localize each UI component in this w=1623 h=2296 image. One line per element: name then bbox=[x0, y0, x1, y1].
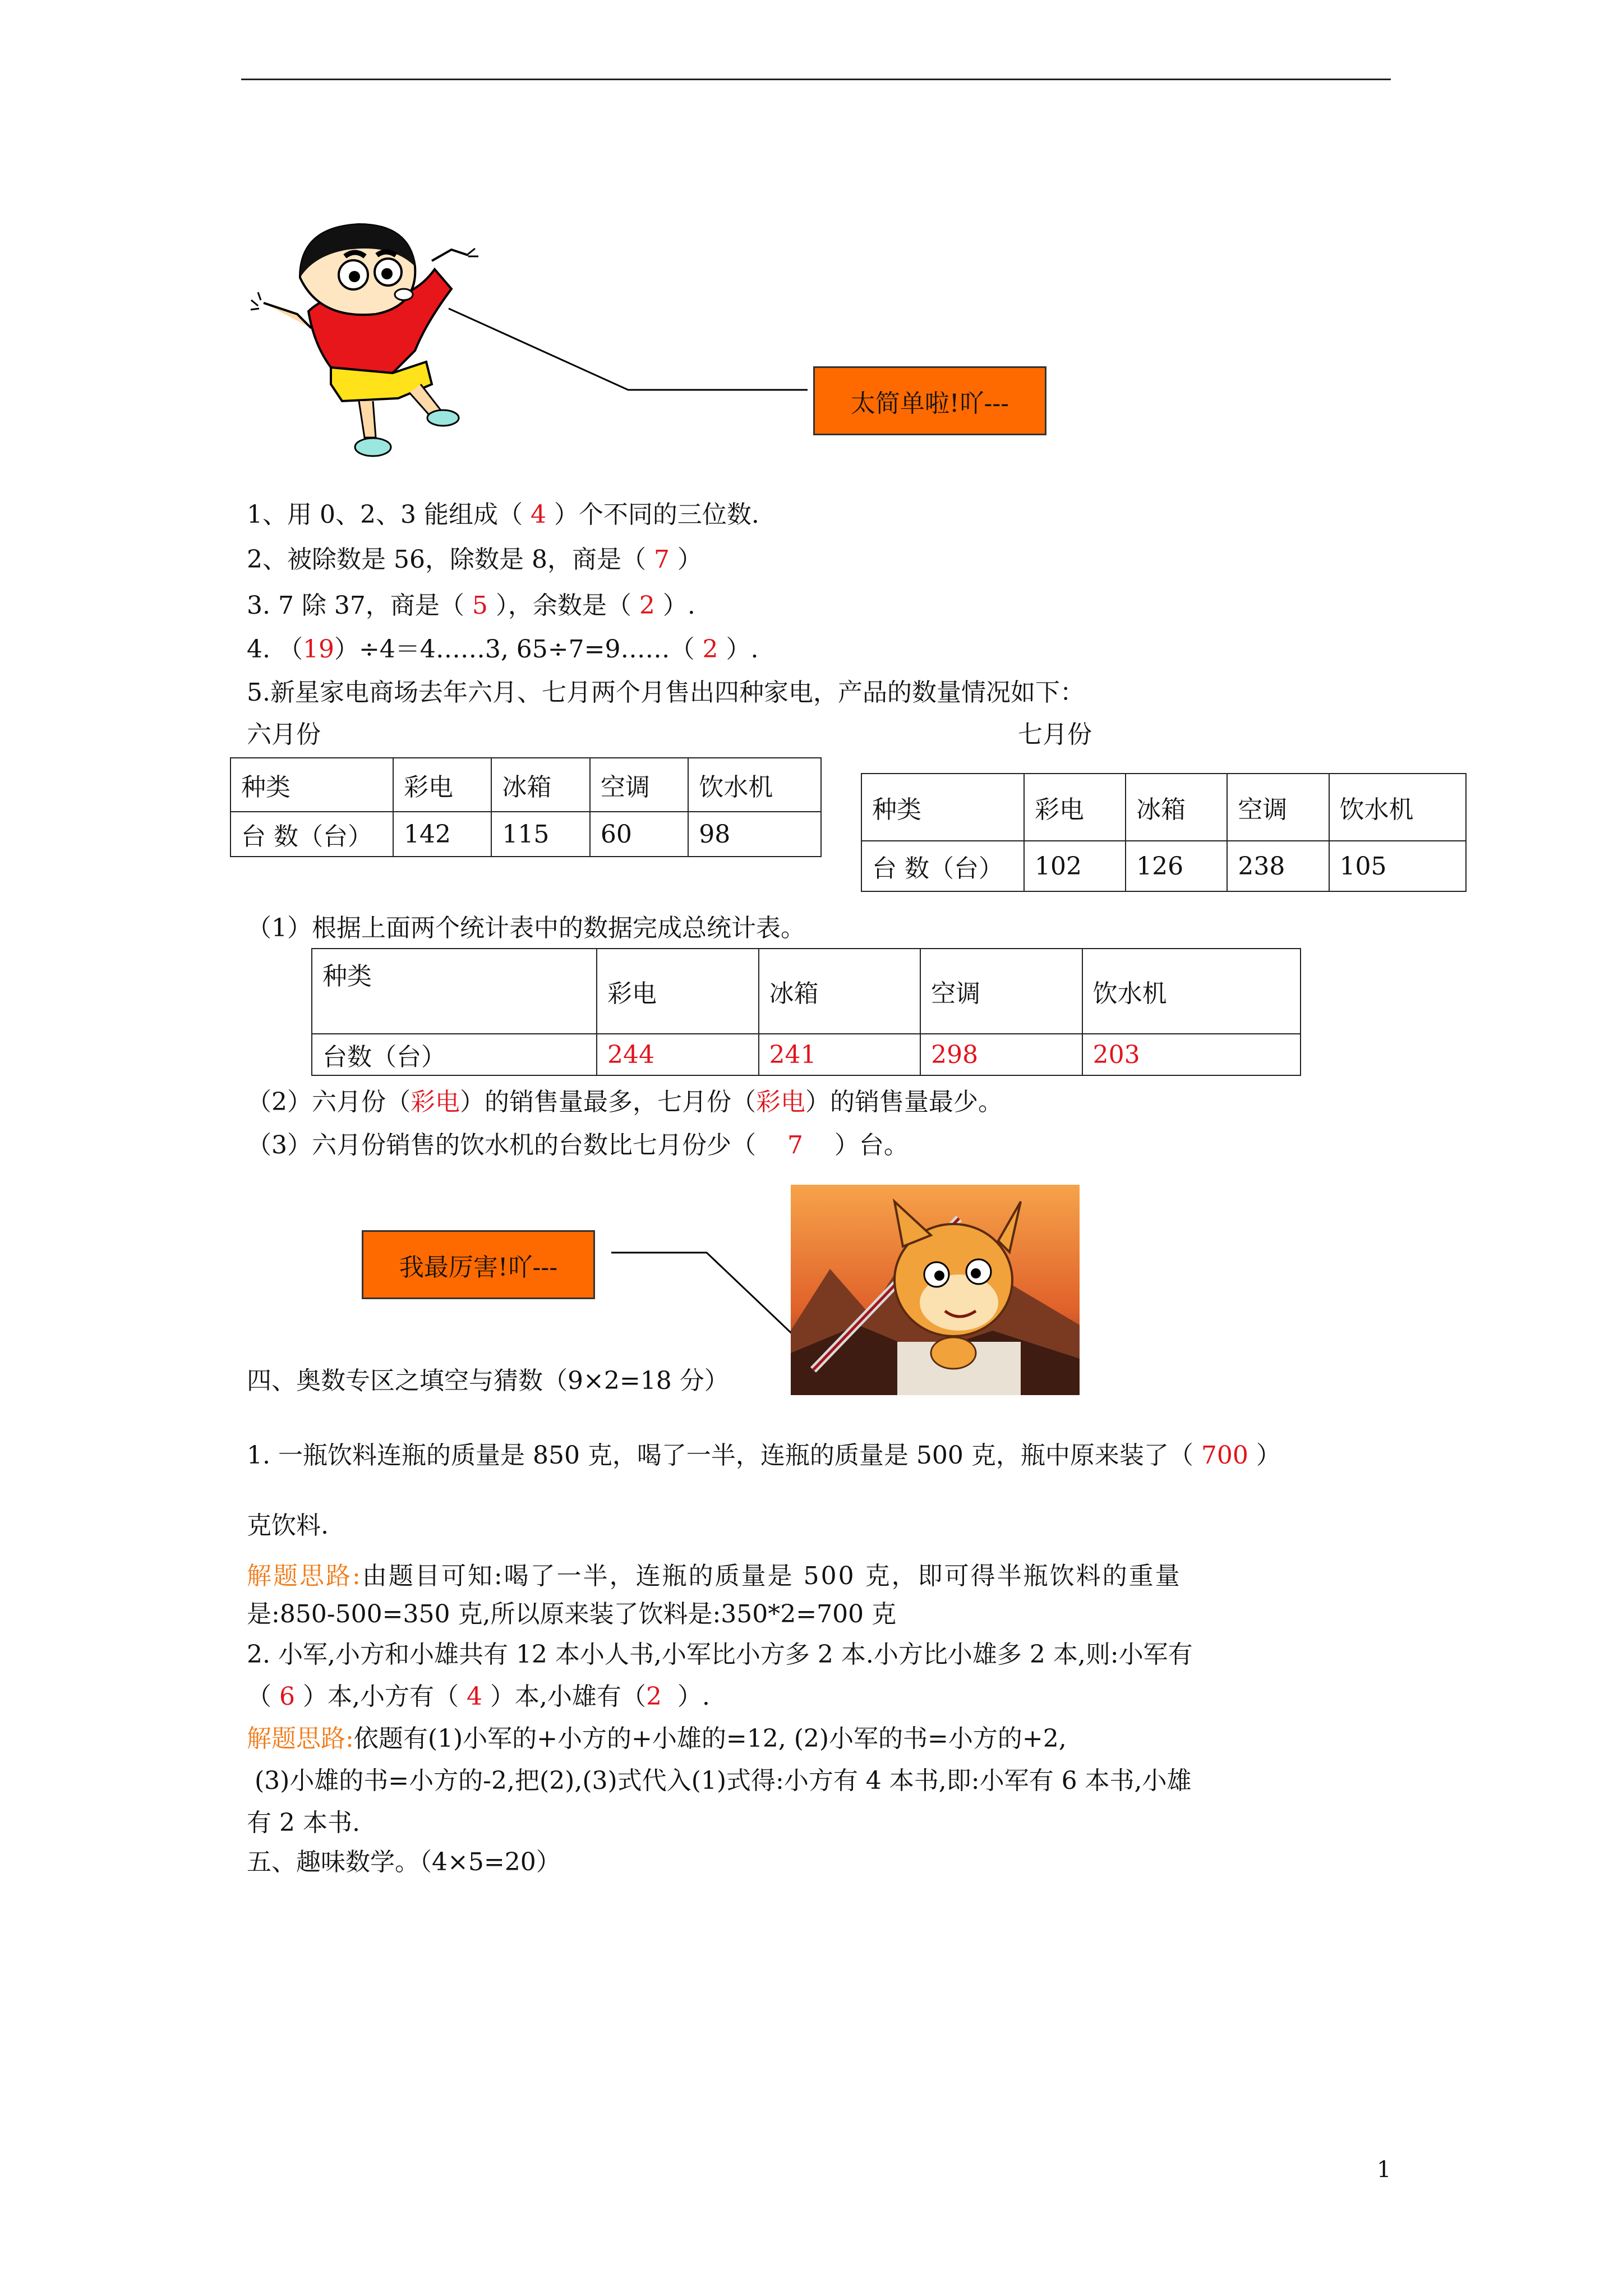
question-text: ）. bbox=[662, 591, 695, 620]
answer: 7 bbox=[645, 545, 677, 574]
question-3 bbox=[247, 589, 695, 623]
july-label: 七月份 bbox=[1018, 720, 1092, 749]
table-cell: 98 bbox=[688, 812, 821, 857]
question-text: （2）六月份（ bbox=[247, 1088, 411, 1116]
answer: 6 bbox=[271, 1682, 303, 1711]
solution-1-line-2: 是:850-500=350 克,所以原来装了饮料是:350*2=700 克 bbox=[247, 1600, 897, 1628]
question-text: 4. （ bbox=[247, 635, 303, 664]
callout-line-2 bbox=[611, 1248, 802, 1343]
table-header: 彩电 bbox=[393, 758, 491, 812]
question-text: 1、用 0、2、3 能组成（ bbox=[247, 500, 523, 529]
table-cell: 298 bbox=[920, 1034, 1082, 1075]
section-5-heading: 五、趣味数学。（4×5=20） bbox=[247, 1848, 561, 1876]
table-cell: 105 bbox=[1329, 841, 1466, 891]
sub-question-3 bbox=[247, 1129, 909, 1162]
table-header: 彩电 bbox=[597, 949, 759, 1034]
question-4 bbox=[247, 633, 758, 666]
table-cell: 244 bbox=[597, 1034, 759, 1075]
answer: 彩电 bbox=[411, 1088, 460, 1116]
solution-1 bbox=[247, 1559, 1182, 1593]
sub-question-1: （1）根据上面两个统计表中的数据完成总统计表。 bbox=[247, 914, 805, 942]
table-header: 冰箱 bbox=[491, 758, 589, 812]
table-cell: 241 bbox=[759, 1034, 921, 1075]
row-label: 台 数（台） bbox=[230, 812, 393, 857]
solution-label: 解题思路: bbox=[247, 1724, 354, 1753]
table-header: 饮水机 bbox=[1329, 774, 1466, 841]
table-header: 种类 bbox=[861, 774, 1024, 841]
table-cell: 238 bbox=[1227, 841, 1329, 891]
july-table bbox=[861, 773, 1467, 892]
answer: 2 bbox=[631, 591, 663, 620]
table-header: 种类 bbox=[230, 758, 393, 812]
solution-label: 解题思路: bbox=[247, 1562, 362, 1590]
table-header: 冰箱 bbox=[759, 949, 921, 1034]
total-table bbox=[311, 948, 1301, 1076]
question-text: ）台。 bbox=[803, 1131, 909, 1159]
question-text: ） bbox=[677, 545, 702, 574]
june-label: 六月份 bbox=[247, 720, 321, 749]
table-header: 彩电 bbox=[1024, 774, 1126, 841]
question-text: 3. 7 除 37，商是（ bbox=[247, 591, 464, 620]
question-text: ）. bbox=[726, 635, 759, 664]
row-label: 台数（台） bbox=[312, 1034, 597, 1075]
question-text: （ bbox=[247, 1682, 271, 1711]
answer: 7 bbox=[787, 1131, 803, 1159]
answer: 5 bbox=[464, 591, 496, 620]
answer: 4 bbox=[458, 1682, 490, 1711]
callout-line-1 bbox=[443, 297, 813, 398]
question-1 bbox=[247, 498, 759, 532]
table-cell: 203 bbox=[1082, 1034, 1301, 1075]
question-text: ）÷4＝4……3, 65÷7=9……（ bbox=[334, 635, 695, 664]
cartoon-warrior-image bbox=[791, 1185, 1080, 1395]
question-text: ）本,小雄有（ bbox=[490, 1682, 646, 1711]
question-text: ）本,小方有（ bbox=[302, 1682, 459, 1711]
problem-2: 2. 小军,小方和小雄共有 12 本小人书,小军比小方多 2 本.小方比小雄多 2 本,则:小军有 bbox=[247, 1640, 1193, 1669]
table-cell: 115 bbox=[491, 812, 589, 857]
question-text: 2、被除数是 56，除数是 8，商是（ bbox=[247, 545, 646, 574]
table-header: 空调 bbox=[1227, 774, 1329, 841]
question-text: ）的销售量最少。 bbox=[805, 1088, 1003, 1116]
answer: 700 bbox=[1193, 1441, 1256, 1470]
answer: 2 bbox=[694, 635, 726, 664]
problem-1 bbox=[247, 1439, 1281, 1473]
table-header: 空调 bbox=[920, 949, 1082, 1034]
table-header: 饮水机 bbox=[1082, 949, 1301, 1034]
solution-text: 依题有(1)小军的+小方的+小雄的=12, (2)小军的书=小方的+2, bbox=[353, 1724, 1067, 1753]
header-rule bbox=[241, 79, 1391, 80]
solution-2 bbox=[247, 1722, 1067, 1756]
table-cell: 126 bbox=[1126, 841, 1227, 891]
question-text: （3）六月份销售的饮水机的台数比七月份少（ bbox=[247, 1131, 787, 1159]
question-text: ），余数是（ bbox=[495, 591, 631, 620]
row-label: 台 数（台） bbox=[861, 841, 1024, 891]
question-5: 5.新星家电商场去年六月、七月两个月售出四种家电，产品的数量情况如下： bbox=[247, 678, 1085, 707]
question-text: ）的销售量最多，七月份（ bbox=[460, 1088, 756, 1116]
question-text: ）个不同的三位数. bbox=[554, 500, 759, 529]
table-cell: 60 bbox=[590, 812, 688, 857]
question-text: ）. bbox=[677, 1682, 710, 1711]
table-cell: 142 bbox=[393, 812, 491, 857]
answer: 彩电 bbox=[756, 1088, 805, 1116]
page-number: 1 bbox=[1377, 2157, 1391, 2183]
question-2 bbox=[247, 543, 702, 577]
solution-text: 由题目可知:喝了一半，连瓶的质量是 500 克，即可得半瓶饮料的重量 bbox=[362, 1562, 1182, 1590]
problem-2-answers bbox=[247, 1680, 710, 1714]
answer: 2 bbox=[645, 1682, 677, 1711]
speech-bubble-1: 太简单啦!吖--- bbox=[813, 366, 1046, 435]
table-cell: 102 bbox=[1024, 841, 1126, 891]
speech-bubble-2: 我最厉害!吖--- bbox=[362, 1230, 595, 1299]
table-header: 饮水机 bbox=[688, 758, 821, 812]
answer: 19 bbox=[302, 635, 334, 664]
table-header: 种类 bbox=[312, 949, 597, 1034]
table-header: 冰箱 bbox=[1126, 774, 1227, 841]
solution-2-line-3: 有 2 本书. bbox=[247, 1809, 360, 1837]
table-header: 空调 bbox=[590, 758, 688, 812]
section-4-heading: 四、奥数专区之填空与猜数（9×2=18 分） bbox=[247, 1366, 729, 1395]
question-text: 1. 一瓶饮料连瓶的质量是 850 克，喝了一半，连瓶的质量是 500 克，瓶中原来装了（ bbox=[247, 1441, 1193, 1470]
problem-1-continued: 克饮料. bbox=[247, 1511, 329, 1540]
question-text: ） bbox=[1256, 1441, 1281, 1470]
sub-question-2 bbox=[247, 1085, 1003, 1119]
answer: 4 bbox=[522, 500, 554, 529]
solution-2-line-2: (3)小雄的书=小方的-2,把(2),(3)式代入(1)式得:小方有 4 本书,即:小军有 6 本书,小雄 bbox=[247, 1766, 1192, 1795]
june-table bbox=[230, 757, 822, 857]
